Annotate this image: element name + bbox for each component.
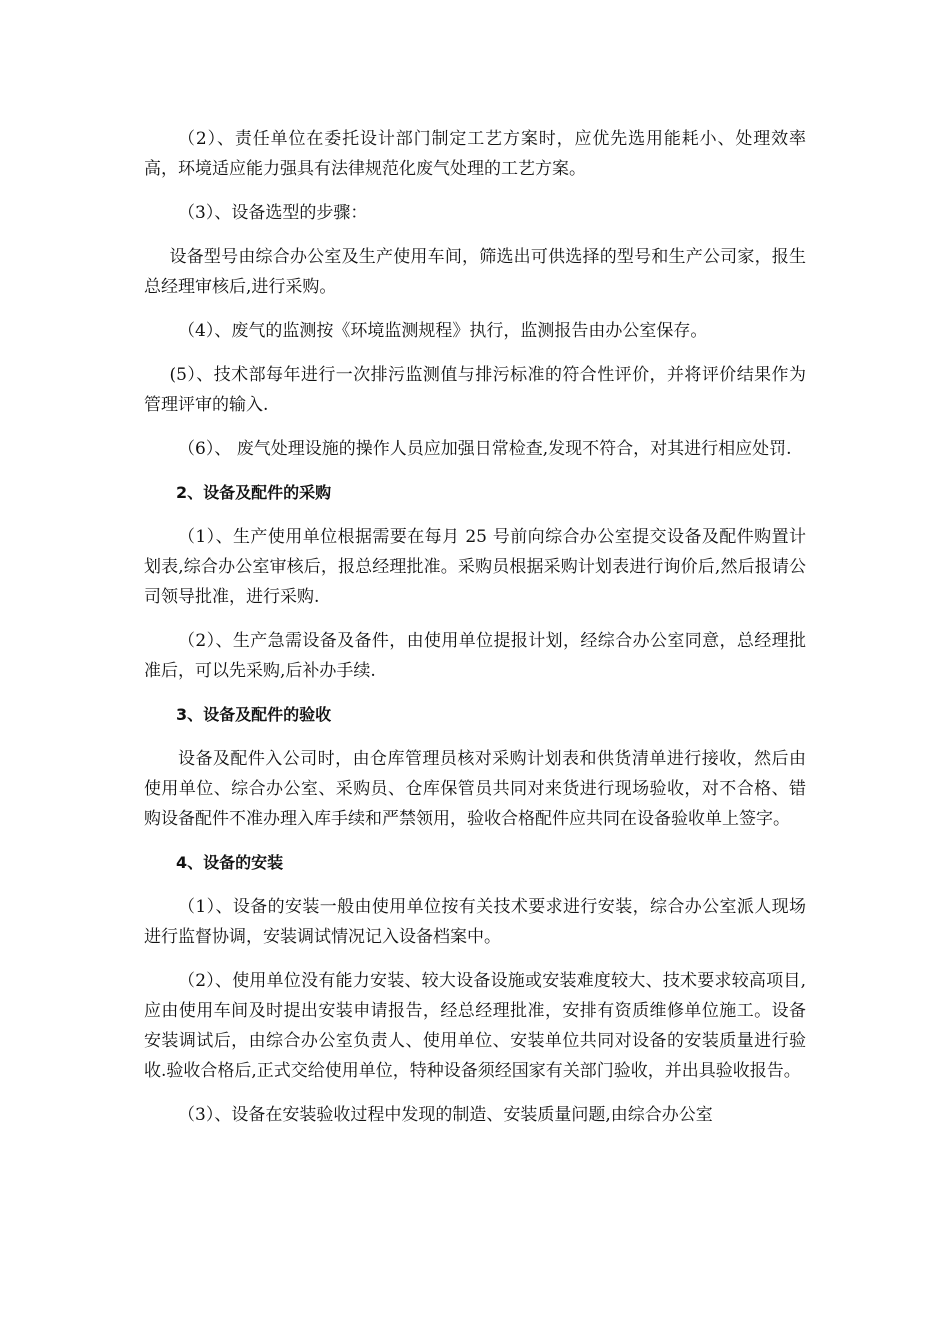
paragraph: （4）、废气的监测按《环境监测规程》执行，监测报告由办公室保存。 <box>178 321 708 341</box>
paragraph: (5）、技术部每年进行一次排污监测值与排污标准的符合性评价，并将评价结果作为管理评审的输入. <box>144 365 806 415</box>
paragraph: （3）、设备在安装验收过程中发现的制造、安装质量问题,由综合办公室 <box>178 1105 713 1125</box>
section-heading: 3、设备及配件的验收 <box>176 705 332 724</box>
paragraph: （2）、生产急需设备及备件，由使用单位提报计划，经综合办公室同意，总经理批准后，可以先采购,后补办手续. <box>144 631 806 681</box>
paragraph: （6）、 废气处理设施的操作人员应加强日常检查,发现不符合，对其进行相应处罚. <box>178 439 792 459</box>
paragraph: 设备型号由综合办公室及生产使用车间，筛选出可供选择的型号和生产公司家，报生总经理审核后,进行采购。 <box>144 247 806 297</box>
paragraph: 设备及配件入公司时，由仓库管理员核对采购计划表和供货清单进行接收，然后由使用单位、综合办公室、采购员、仓库保管员共同对来货进行现场验收，对不合格、错购设备配件不准办理入库手续和严禁领用，验收合格配件应共同在设备验收单上签字。 <box>144 749 806 829</box>
paragraph: （1）、设备的安装一般由使用单位按有关技术要求进行安装，综合办公室派人现场进行监督协调，安装调试情况记入设备档案中。 <box>144 897 806 947</box>
section-heading: 4、设备的安装 <box>176 853 284 872</box>
document-page <box>144 124 806 1144</box>
paragraph: （2）、责任单位在委托设计部门制定工艺方案时，应优先选用能耗小、处理效率高，环境适应能力强具有法律规范化废气处理的工艺方案。 <box>144 129 806 179</box>
section-heading: 2、设备及配件的采购 <box>176 483 332 502</box>
paragraph: （1）、生产使用单位根据需要在每月 25 号前向综合办公室提交设备及配件购置计划表,综合办公室审核后，报总经理批准。采购员根据采购计划表进行询价后,然后报请公司领导批准，进行采购. <box>144 527 806 607</box>
paragraph: （3）、设备选型的步骤： <box>178 203 368 223</box>
paragraph: （2）、使用单位没有能力安装、较大设备设施或安装难度较大、技术要求较高项目,应由使用车间及时提出安装申请报告，经总经理批准，安排有资质维修单位施工。设备安装调试后，由综合办公室负责人、使用单位、安装单位共同对设备的安装质量进行验收.验收合格后,正式交给使用单位，特种设备须经国家有关部门验收，并出具验收报告。 <box>144 971 806 1081</box>
